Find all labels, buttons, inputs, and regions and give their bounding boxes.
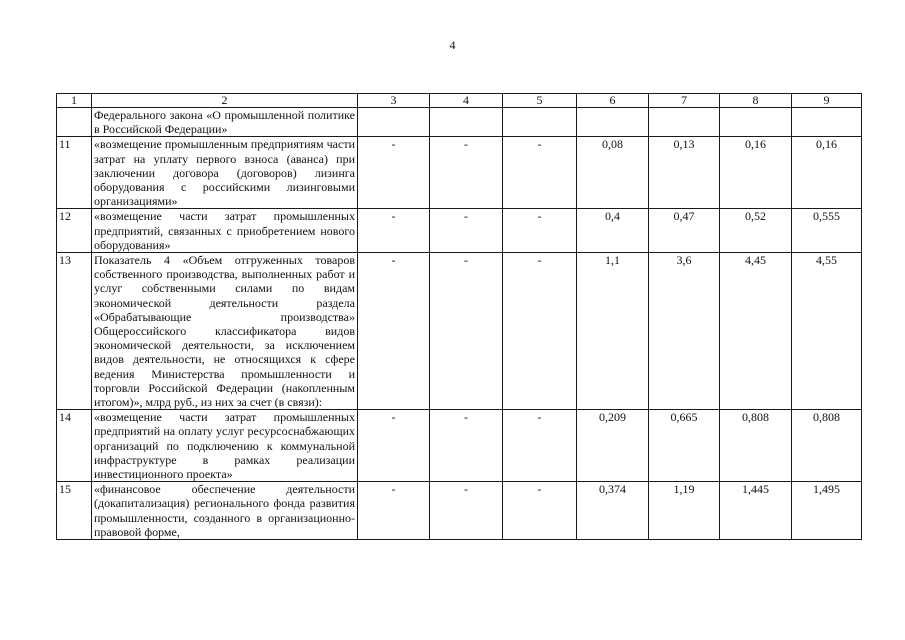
cell-col7 xyxy=(649,108,720,137)
row-number: 11 xyxy=(57,137,92,209)
cell-col9: 4,55 xyxy=(792,253,862,410)
cell-col7: 0,665 xyxy=(649,410,720,482)
cell-col8: 0,16 xyxy=(720,137,792,209)
cell-col8: 0,808 xyxy=(720,410,792,482)
cell-col4: - xyxy=(430,209,503,253)
cell-col5 xyxy=(503,108,577,137)
cell-col3 xyxy=(358,108,430,137)
cell-col4: - xyxy=(430,137,503,209)
cell-col9 xyxy=(792,108,862,137)
page-number: 4 xyxy=(449,38,456,52)
cell-col5: - xyxy=(503,482,577,540)
row-number: 13 xyxy=(57,253,92,410)
indicators-table xyxy=(56,93,862,540)
cell-col3: - xyxy=(358,482,430,540)
column-header: 2 xyxy=(92,94,358,108)
cell-col6: 0,4 xyxy=(577,209,649,253)
cell-col9: 0,808 xyxy=(792,410,862,482)
cell-col8: 1,445 xyxy=(720,482,792,540)
row-number: 15 xyxy=(57,482,92,540)
cell-col6: 0,374 xyxy=(577,482,649,540)
cell-col8: 0,52 xyxy=(720,209,792,253)
cell-col8 xyxy=(720,108,792,137)
cell-col3: - xyxy=(358,137,430,209)
table-row-14 xyxy=(57,410,862,482)
cell-col5: - xyxy=(503,137,577,209)
cell-col3: - xyxy=(358,253,430,410)
row-description: Показатель 4 «Объем отгруженных товаров собственного производства, выполненных работ и услуг собственными силами по видам экономической деятельности раздела «Обрабатывающие производства» Общероссийского классификатора видов экономической деятельности, за исключением видов деятельности, не относящихся к сфере ведения Министерства промышленности и торговли Российской Федерации (накопленным итогом)», млрд руб., из них за счет (в связи): xyxy=(92,253,358,410)
column-header: 9 xyxy=(792,94,862,108)
cell-col7: 0,13 xyxy=(649,137,720,209)
table-header-row xyxy=(57,94,862,108)
cell-col5: - xyxy=(503,209,577,253)
cell-col7: 3,6 xyxy=(649,253,720,410)
column-header: 1 xyxy=(57,94,92,108)
cell-col5: - xyxy=(503,253,577,410)
row-description: «возмещение промышленным предприятиям части затрат на уплату первого взноса (аванса) при заключении договора (договоров) лизинга оборудования с российскими лизинговыми организациями» xyxy=(92,137,358,209)
cell-col7: 1,19 xyxy=(649,482,720,540)
row-description: Федерального закона «О промышленной политике в Российской Федерации» xyxy=(92,108,358,137)
cell-col3: - xyxy=(358,410,430,482)
row-number: 14 xyxy=(57,410,92,482)
cell-col6 xyxy=(577,108,649,137)
column-header: 8 xyxy=(720,94,792,108)
table-row-12 xyxy=(57,209,862,253)
table-row-13 xyxy=(57,253,862,410)
row-description: «финансовое обеспечение деятельности (докапитализация) регионального фонда развития промышленности, созданного в организационно-правовой форме, xyxy=(92,482,358,540)
row-description: «возмещение части затрат промышленных предприятий на оплату услуг ресурсоснабжающих организаций по подключению к коммунальной инфраструктуре в рамках реализации инвестиционного проекта» xyxy=(92,410,358,482)
column-header: 7 xyxy=(649,94,720,108)
table-row-15 xyxy=(57,482,862,540)
column-header: 4 xyxy=(430,94,503,108)
cell-col6: 0,08 xyxy=(577,137,649,209)
cell-col9: 0,555 xyxy=(792,209,862,253)
cell-col5: - xyxy=(503,410,577,482)
cell-col3: - xyxy=(358,209,430,253)
cell-col6: 0,209 xyxy=(577,410,649,482)
cell-col8: 4,45 xyxy=(720,253,792,410)
cell-col4: - xyxy=(430,482,503,540)
column-header: 3 xyxy=(358,94,430,108)
cell-col9: 0,16 xyxy=(792,137,862,209)
row-description: «возмещение части затрат промышленных предприятий, связанных с приобретением нового оборудования» xyxy=(92,209,358,253)
cell-col4 xyxy=(430,108,503,137)
cell-col7: 0,47 xyxy=(649,209,720,253)
column-header: 5 xyxy=(503,94,577,108)
cell-col6: 1,1 xyxy=(577,253,649,410)
column-header: 6 xyxy=(577,94,649,108)
cell-col9: 1,495 xyxy=(792,482,862,540)
table-row-11 xyxy=(57,137,862,209)
row-number: 12 xyxy=(57,209,92,253)
cell-col4: - xyxy=(430,253,503,410)
table-row-continuation xyxy=(57,108,862,137)
row-number xyxy=(57,108,92,137)
cell-col4: - xyxy=(430,410,503,482)
